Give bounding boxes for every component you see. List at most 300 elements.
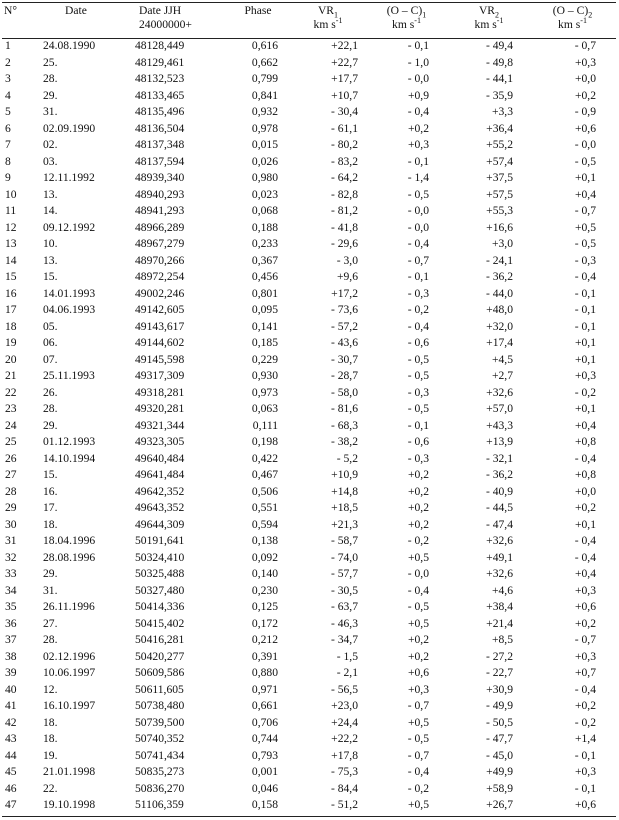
- cell-oc1: +0,2: [407, 649, 429, 663]
- cell-number: 33: [5, 567, 17, 580]
- cell-oc1: - 0,4: [407, 765, 429, 778]
- cell-vr2: - 44,0: [485, 286, 513, 300]
- cell-number: 24: [5, 418, 17, 432]
- table-row: [2, 38, 616, 55]
- table-row: [2, 187, 616, 204]
- table-row: [2, 302, 616, 319]
- cell-vr1: - 30,7: [330, 352, 358, 366]
- cell-oc2: - 0,1: [574, 286, 596, 300]
- cell-date: 16.10.1997: [43, 699, 96, 712]
- cell-vr1: +22,7: [331, 55, 358, 69]
- cell-phase: 0,068: [251, 204, 278, 217]
- cell-oc2: - 0,4: [574, 550, 596, 564]
- table-row: [2, 71, 616, 88]
- cell-oc2: +0,0: [574, 72, 596, 85]
- cell-oc2: - 0,4: [574, 270, 596, 283]
- header-phase: Phase: [244, 4, 272, 17]
- table-row: [2, 286, 616, 303]
- cell-number: 16: [5, 286, 17, 300]
- table-row: [2, 319, 616, 336]
- cell-phase: 0,138: [251, 534, 278, 547]
- cell-vr1: - 46,3: [330, 616, 358, 630]
- cell-date: 15.: [43, 468, 58, 481]
- cell-vr2: +49,9: [486, 765, 513, 778]
- cell-oc2: +0,6: [574, 600, 596, 613]
- cell-phase: 0,978: [251, 121, 278, 135]
- cell-number: 10: [5, 187, 17, 201]
- cell-julian-date: 48941,293: [135, 204, 185, 217]
- cell-vr1: - 30,5: [330, 583, 358, 597]
- cell-julian-date: 48136,504: [135, 121, 185, 135]
- table-body: [2, 38, 616, 814]
- cell-oc2: - 0,7: [574, 204, 596, 217]
- cell-vr2: +37,5: [486, 171, 513, 184]
- cell-number: 32: [5, 550, 17, 564]
- cell-oc2: +0,4: [574, 418, 596, 432]
- cell-number: 27: [5, 468, 17, 481]
- cell-julian-date: 50738,480: [135, 699, 185, 712]
- cell-oc2: +0,3: [574, 369, 596, 382]
- cell-date: 10.: [43, 237, 58, 250]
- cell-vr1: - 57,7: [330, 567, 358, 580]
- cell-date: 06.: [43, 336, 58, 349]
- cell-vr2: - 49,8: [485, 55, 513, 69]
- cell-phase: 0,188: [251, 220, 278, 234]
- cell-oc1: - 0,1: [407, 154, 429, 168]
- cell-vr2: - 45,0: [485, 748, 513, 762]
- radial-velocity-table: [2, 4, 616, 814]
- cell-oc2: - 0,5: [574, 154, 596, 168]
- cell-oc1: - 0,1: [407, 39, 429, 52]
- cell-julian-date: 49145,598: [135, 352, 185, 366]
- cell-phase: 0,063: [251, 402, 278, 415]
- cell-oc2: +0,0: [574, 484, 596, 498]
- header-oc2: $(O - C)_2$ km $s^{-1}$: [552, 4, 593, 31]
- cell-vr2: - 44,1: [485, 72, 513, 85]
- cell-vr1: - 3,0: [336, 253, 358, 267]
- cell-oc1: +0,2: [407, 468, 429, 481]
- cell-vr2: +36,4: [486, 121, 513, 135]
- cell-oc2: +0,5: [574, 220, 596, 234]
- cell-julian-date: 50325,488: [135, 567, 185, 580]
- cell-date: 02.: [43, 138, 58, 151]
- cell-phase: 0,793: [251, 748, 278, 762]
- cell-vr2: +4,5: [491, 352, 513, 366]
- cell-oc2: +0,2: [574, 699, 596, 712]
- cell-oc2: +0,2: [574, 501, 596, 514]
- cell-vr2: +57,0: [486, 402, 513, 415]
- cell-julian-date: 49643,352: [135, 501, 185, 514]
- cell-oc2: +0,8: [574, 468, 596, 481]
- cell-vr1: +10,9: [331, 468, 358, 481]
- cell-vr1: - 5,2: [336, 451, 358, 465]
- cell-number: 38: [5, 649, 17, 663]
- cell-date: 18.: [43, 732, 58, 745]
- cell-julian-date: 51106,359: [135, 798, 184, 811]
- cell-vr1: - 41,8: [330, 220, 358, 234]
- table-row: [2, 748, 616, 765]
- header-julian-date: Date JJH 24000000+: [139, 4, 192, 31]
- cell-oc2: +0,4: [574, 567, 596, 580]
- table-row: [2, 170, 616, 187]
- cell-number: 2: [5, 55, 11, 69]
- cell-vr2: - 24,1: [485, 253, 513, 267]
- cell-vr2: - 40,9: [485, 484, 513, 498]
- cell-oc1: - 0,7: [407, 253, 429, 267]
- cell-phase: 0,092: [251, 550, 278, 564]
- table-row: [2, 550, 616, 567]
- cell-vr2: +30,9: [486, 682, 513, 696]
- cell-vr1: +10,7: [331, 88, 358, 102]
- cell-date: 17.: [43, 501, 58, 514]
- cell-vr1: - 84,4: [330, 781, 358, 795]
- cell-number: 22: [5, 385, 17, 399]
- cell-vr2: +32,0: [486, 319, 513, 333]
- cell-julian-date: 50414,336: [135, 600, 185, 613]
- cell-vr1: - 61,1: [330, 121, 358, 135]
- cell-julian-date: 50415,402: [135, 616, 185, 630]
- cell-oc1: +0,5: [407, 798, 429, 811]
- cell-date: 04.06.1993: [43, 303, 96, 316]
- cell-number: 7: [5, 138, 11, 151]
- cell-vr1: - 73,6: [330, 303, 358, 316]
- table-row: [2, 385, 616, 402]
- cell-number: 6: [5, 121, 11, 135]
- cell-vr1: - 57,2: [330, 319, 358, 333]
- table-row: [2, 797, 616, 814]
- cell-vr2: - 44,5: [485, 501, 513, 514]
- cell-vr2: +43,3: [486, 418, 513, 432]
- cell-julian-date: 48137,348: [135, 138, 185, 151]
- cell-vr2: +32,6: [486, 385, 513, 399]
- cell-julian-date: 49320,281: [135, 402, 185, 415]
- cell-number: 17: [5, 303, 17, 316]
- cell-julian-date: 50191,641: [135, 534, 185, 547]
- table-row: [2, 236, 616, 253]
- cell-oc1: +0,2: [407, 633, 429, 646]
- table-row: [2, 649, 616, 666]
- cell-julian-date: 50416,281: [135, 633, 185, 646]
- cell-date: 02.12.1996: [43, 649, 96, 663]
- cell-oc1: +0,3: [407, 682, 429, 696]
- cell-oc2: - 0,2: [574, 385, 596, 399]
- cell-date: 18.: [43, 715, 58, 729]
- table-row: [2, 715, 616, 732]
- cell-oc2: - 0,0: [574, 138, 596, 151]
- cell-number: 25: [5, 435, 17, 448]
- cell-oc2: - 0,7: [574, 39, 596, 52]
- cell-date: 16.: [43, 484, 58, 498]
- cell-vr2: +13,9: [486, 435, 513, 448]
- cell-julian-date: 49142,605: [135, 303, 185, 316]
- cell-julian-date: 48940,293: [135, 187, 185, 201]
- cell-phase: 0,095: [251, 303, 278, 316]
- cell-phase: 0,661: [251, 699, 278, 712]
- cell-vr2: - 36,2: [485, 468, 513, 481]
- cell-julian-date: 49641,484: [135, 468, 185, 481]
- cell-julian-date: 49323,305: [135, 435, 185, 448]
- cell-phase: 0,971: [251, 682, 278, 696]
- cell-oc1: - 0,6: [407, 336, 429, 349]
- cell-vr2: - 32,1: [485, 451, 513, 465]
- cell-number: 30: [5, 517, 17, 531]
- cell-number: 21: [5, 369, 17, 382]
- cell-number: 19: [5, 336, 17, 349]
- cell-julian-date: 50739,500: [135, 715, 185, 729]
- cell-number: 3: [5, 72, 11, 85]
- table-row: [2, 632, 616, 649]
- cell-oc1: - 0,2: [407, 303, 429, 316]
- cell-phase: 0,185: [251, 336, 278, 349]
- cell-oc1: +0,6: [407, 666, 429, 679]
- table-row: [2, 566, 616, 583]
- cell-oc1: +0,2: [407, 501, 429, 514]
- cell-phase: 0,367: [251, 253, 278, 267]
- cell-number: 42: [5, 715, 17, 729]
- cell-vr2: - 36,2: [485, 270, 513, 283]
- cell-date: 29.: [43, 567, 58, 580]
- cell-date: 24.08.1990: [43, 39, 96, 52]
- header-number: N°: [4, 4, 18, 17]
- cell-date: 01.12.1993: [43, 435, 96, 448]
- cell-phase: 0,229: [251, 352, 278, 366]
- cell-date: 14.10.1994: [43, 451, 96, 465]
- cell-date: 28.: [43, 72, 58, 85]
- cell-vr1: +14,8: [331, 484, 358, 498]
- table-row: [2, 434, 616, 451]
- cell-vr2: +32,6: [486, 567, 513, 580]
- cell-julian-date: 48966,289: [135, 220, 185, 234]
- cell-date: 31.: [43, 583, 58, 597]
- cell-oc2: - 0,7: [574, 633, 596, 646]
- cell-date: 07.: [43, 352, 58, 366]
- cell-vr1: - 63,7: [330, 600, 358, 613]
- cell-number: 41: [5, 699, 17, 712]
- cell-vr2: - 27,2: [485, 649, 513, 663]
- cell-julian-date: 50324,410: [135, 550, 185, 564]
- header-vr1: $VR_1$ km $s^{-1}$: [313, 4, 343, 31]
- table-row: [2, 616, 616, 633]
- cell-date: 29.: [43, 418, 58, 432]
- cell-number: 45: [5, 765, 17, 778]
- cell-phase: 0,023: [251, 187, 278, 201]
- cell-oc1: +0,2: [407, 121, 429, 135]
- cell-vr2: +55,3: [486, 204, 513, 217]
- cell-vr2: - 50,5: [485, 715, 513, 729]
- cell-vr1: - 68,3: [330, 418, 358, 432]
- cell-vr1: - 29,6: [330, 237, 358, 250]
- cell-oc1: - 1,0: [407, 55, 429, 69]
- table-row: [2, 599, 616, 616]
- cell-julian-date: 48129,461: [135, 55, 185, 69]
- cell-oc2: +0,3: [574, 583, 596, 597]
- cell-date: 28.08.1996: [43, 550, 96, 564]
- cell-oc1: - 0,7: [407, 748, 429, 762]
- cell-date: 13.: [43, 187, 58, 201]
- cell-oc2: - 0,1: [574, 781, 596, 795]
- cell-vr1: - 83,2: [330, 154, 358, 168]
- cell-julian-date: 50740,352: [135, 732, 185, 745]
- cell-oc2: - 0,4: [574, 534, 596, 547]
- cell-oc2: +0,6: [574, 121, 596, 135]
- cell-phase: 0,932: [251, 105, 278, 118]
- cell-vr2: - 49,9: [485, 699, 513, 712]
- cell-vr1: - 30,4: [330, 105, 358, 118]
- cell-oc1: - 0,3: [407, 451, 429, 465]
- cell-phase: 0,015: [251, 138, 278, 151]
- table-row: [2, 335, 616, 352]
- cell-date: 26.11.1996: [43, 600, 95, 613]
- cell-julian-date: 48137,594: [135, 154, 185, 168]
- cell-vr2: - 22,7: [485, 666, 513, 679]
- cell-number: 31: [5, 534, 17, 547]
- cell-phase: 0,801: [251, 286, 278, 300]
- cell-vr1: - 38,2: [330, 435, 358, 448]
- cell-phase: 0,973: [251, 385, 278, 399]
- table-row: [2, 467, 616, 484]
- cell-vr1: - 28,7: [330, 369, 358, 382]
- cell-oc1: +0,2: [407, 517, 429, 531]
- cell-oc2: +0,1: [574, 517, 596, 531]
- table-row: [2, 269, 616, 286]
- cell-number: 26: [5, 451, 17, 465]
- cell-vr2: +4,6: [491, 583, 513, 597]
- cell-vr1: - 74,0: [330, 550, 358, 564]
- top-rule: [2, 2, 616, 3]
- cell-julian-date: 50609,586: [135, 666, 185, 679]
- cell-oc2: +0,4: [574, 187, 596, 201]
- cell-date: 19.10.1998: [43, 798, 96, 811]
- table-row: [2, 665, 616, 682]
- cell-oc1: - 0,0: [407, 220, 429, 234]
- cell-vr1: - 34,7: [330, 633, 358, 646]
- table-row: [2, 104, 616, 121]
- cell-julian-date: 49144,602: [135, 336, 185, 349]
- table-row: [2, 451, 616, 468]
- cell-vr2: +57,4: [486, 154, 513, 168]
- cell-phase: 0,616: [251, 39, 278, 52]
- cell-oc1: - 0,5: [407, 187, 429, 201]
- cell-vr2: - 47,4: [485, 517, 513, 531]
- cell-oc2: - 0,9: [574, 105, 596, 118]
- cell-number: 28: [5, 484, 17, 498]
- table-row: [2, 137, 616, 154]
- cell-number: 18: [5, 319, 17, 333]
- cell-date: 02.09.1990: [43, 121, 96, 135]
- cell-oc2: +0,3: [574, 649, 596, 663]
- cell-vr1: - 82,8: [330, 187, 358, 201]
- cell-oc2: - 0,2: [574, 715, 596, 729]
- table-row: [2, 352, 616, 369]
- cell-oc1: +0,5: [407, 616, 429, 630]
- cell-phase: 0,140: [251, 567, 278, 580]
- cell-julian-date: 50836,270: [135, 781, 185, 795]
- cell-oc2: +0,1: [574, 336, 596, 349]
- cell-date: 25.11.1993: [43, 369, 95, 382]
- cell-date: 03.: [43, 154, 58, 168]
- cell-oc2: +1,4: [574, 732, 596, 745]
- cell-oc2: +0,8: [574, 435, 596, 448]
- cell-oc2: +0,1: [574, 402, 596, 415]
- cell-julian-date: 50420,277: [135, 649, 185, 663]
- cell-date: 18.: [43, 517, 58, 531]
- cell-oc1: - 0,0: [407, 567, 429, 580]
- header-oc1: $(O - C)_1$ km $s^{-1}$: [386, 4, 427, 31]
- cell-oc2: +0,3: [574, 55, 596, 69]
- cell-vr1: - 64,2: [330, 171, 358, 184]
- cell-phase: 0,662: [251, 55, 278, 69]
- cell-julian-date: 50741,434: [135, 748, 185, 762]
- cell-oc2: +0,2: [574, 616, 596, 630]
- cell-oc1: +0,5: [407, 550, 429, 564]
- cell-oc1: - 0,5: [407, 600, 429, 613]
- cell-vr1: +23,0: [331, 699, 358, 712]
- cell-number: 4: [5, 88, 11, 102]
- cell-number: 14: [5, 253, 17, 267]
- cell-oc2: +0,3: [574, 765, 596, 778]
- table-row: [2, 533, 616, 550]
- table-row: [2, 698, 616, 715]
- cell-oc1: - 0,3: [407, 385, 429, 399]
- cell-vr1: - 58,0: [330, 385, 358, 399]
- cell-phase: 0,046: [251, 781, 278, 795]
- cell-date: 22.: [43, 781, 58, 795]
- cell-oc1: +0,9: [407, 88, 429, 102]
- cell-phase: 0,125: [251, 600, 278, 613]
- cell-date: 31.: [43, 105, 58, 118]
- cell-number: 34: [5, 583, 17, 597]
- cell-number: 11: [5, 204, 17, 217]
- cell-oc1: - 0,3: [407, 286, 429, 300]
- cell-oc1: - 0,0: [407, 204, 429, 217]
- cell-vr1: - 51,2: [330, 798, 358, 811]
- cell-date: 14.: [43, 204, 58, 217]
- cell-vr2: - 49,4: [485, 39, 513, 52]
- cell-oc1: - 0,1: [407, 418, 429, 432]
- cell-phase: 0,930: [251, 369, 278, 382]
- cell-oc1: - 0,1: [407, 270, 429, 283]
- cell-phase: 0,141: [251, 319, 278, 333]
- cell-oc2: +0,1: [574, 171, 596, 184]
- cell-julian-date: 48939,340: [135, 171, 185, 184]
- cell-vr1: +17,8: [331, 748, 358, 762]
- cell-number: 13: [5, 237, 17, 250]
- cell-phase: 0,980: [251, 171, 278, 184]
- table-row: [2, 88, 616, 105]
- table-row: [2, 764, 616, 781]
- cell-vr2: +16,6: [486, 220, 513, 234]
- cell-phase: 0,744: [251, 732, 278, 745]
- cell-oc2: - 0,1: [574, 303, 596, 316]
- cell-phase: 0,467: [251, 468, 278, 481]
- cell-vr2: +48,0: [486, 303, 513, 316]
- cell-vr2: +3,0: [491, 237, 513, 250]
- table-row: [2, 55, 616, 72]
- cell-vr1: +17,2: [331, 286, 358, 300]
- cell-vr2: +58,9: [486, 781, 513, 795]
- cell-number: 44: [5, 748, 17, 762]
- cell-vr1: - 1,5: [336, 649, 358, 663]
- cell-vr2: +32,6: [486, 534, 513, 547]
- table-row: [2, 401, 616, 418]
- cell-julian-date: 49317,309: [135, 369, 185, 382]
- cell-oc1: - 0,4: [407, 319, 429, 333]
- cell-oc2: - 0,4: [574, 682, 596, 696]
- cell-oc1: - 0,4: [407, 237, 429, 250]
- cell-date: 14.01.1993: [43, 286, 96, 300]
- cell-date: 18.04.1996: [43, 534, 96, 547]
- cell-phase: 0,391: [251, 649, 278, 663]
